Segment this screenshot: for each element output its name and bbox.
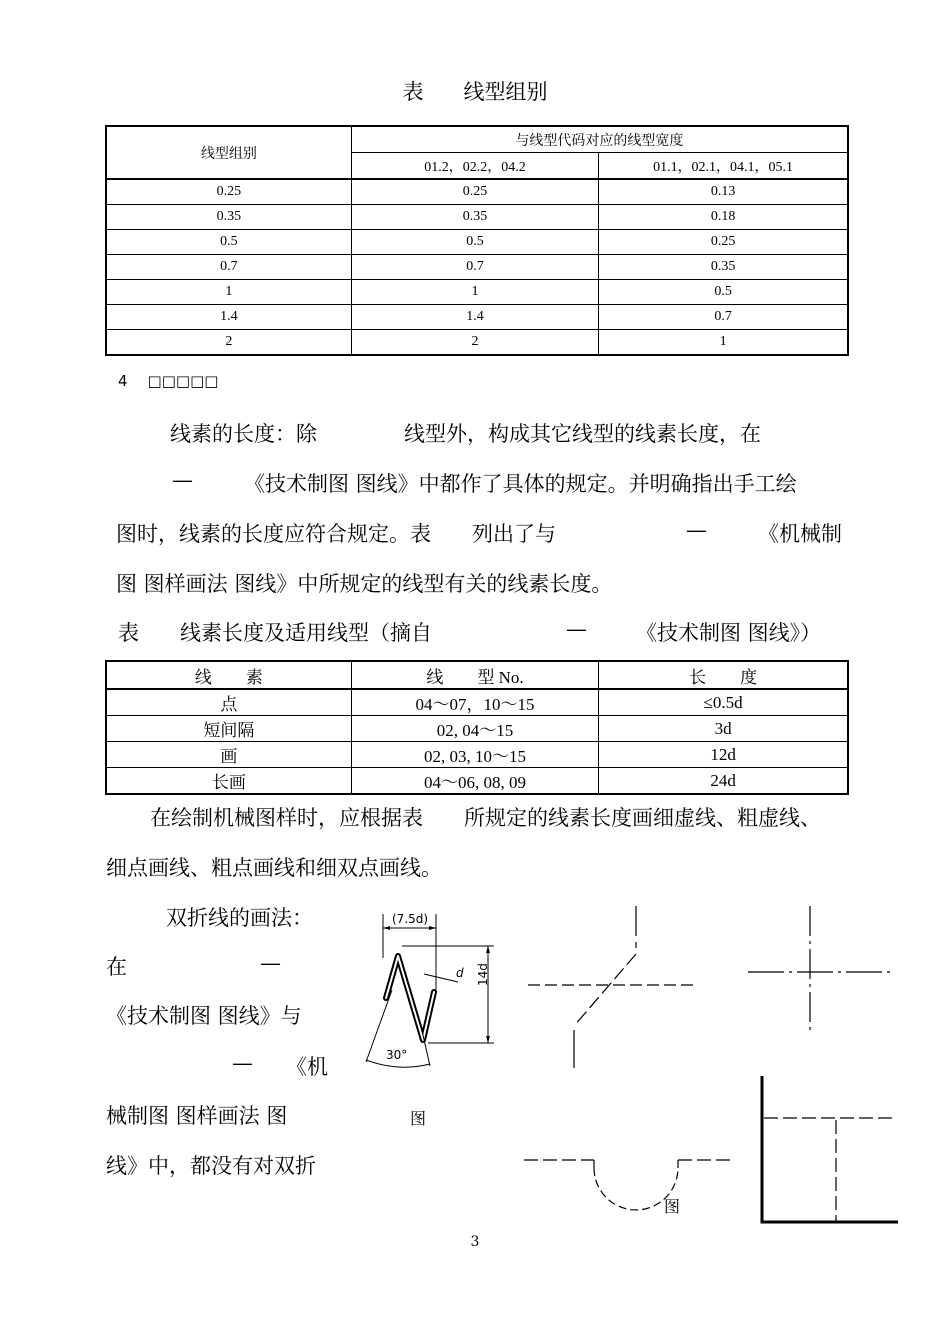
- table-cell: 1: [351, 280, 598, 305]
- paragraph1-line3d: 《机械制: [758, 522, 842, 546]
- figure1-label: 图: [410, 1109, 427, 1128]
- figure1-dim-top: (7.5d): [392, 912, 429, 926]
- table2-caption-text: 线素长度及适用线型（摘自: [180, 621, 432, 645]
- table-cell: 0.7: [106, 255, 351, 280]
- table-cell: 24d: [599, 768, 848, 795]
- table-cell: 2: [351, 330, 598, 356]
- table-cell: 0.25: [351, 179, 598, 205]
- table-cell: 04～06, 08, 09: [351, 768, 598, 795]
- paragraph2-line1a: 在绘制机械图样时，应根据表: [150, 806, 423, 830]
- paragraph3-line5: 械制图 图样画法 图: [106, 1104, 288, 1128]
- table2-caption-source: 《技术制图 图线》）: [636, 621, 822, 645]
- table-cell: 0.35: [106, 205, 351, 230]
- figure-corner-drawing: [762, 1076, 898, 1222]
- paragraph3-line6: 线》中，都没有对双折: [106, 1154, 316, 1178]
- table-cell: 0.5: [351, 230, 598, 255]
- table1-caption-text: 线型组别: [463, 80, 548, 104]
- table-cell: 0.25: [599, 230, 848, 255]
- table-cell: 0.25: [106, 179, 351, 205]
- table-cell: 0.18: [599, 205, 848, 230]
- paragraph3-line4a: —: [232, 1051, 253, 1075]
- table-header: 长 度: [599, 661, 848, 689]
- figure1-zigzag-drawing: [366, 914, 494, 1067]
- paragraph3-line4b: 《机: [286, 1055, 328, 1079]
- table-cell: 画: [106, 742, 351, 768]
- table-cell: 2: [106, 330, 351, 356]
- table-cell: 0.5: [599, 280, 848, 305]
- table-cell: 12d: [599, 742, 848, 768]
- figure1-dim-angle: 30°: [386, 1048, 408, 1062]
- table-cell: 点: [106, 689, 351, 716]
- paragraph1-line3c: —: [686, 518, 707, 542]
- figure2-arc-drawing: [524, 1160, 730, 1210]
- paragraph3-line2a: 在: [106, 955, 127, 979]
- table1-caption-prefix: 表: [402, 80, 424, 104]
- paragraph1-line4: 图 图样画法 图线》中所规定的线型有关的线素长度。: [116, 572, 613, 596]
- table-cell: 短间隔: [106, 716, 351, 742]
- table-cell: 04～07，10～15: [351, 689, 598, 716]
- paragraph1-line1a: 线素的长度：除: [170, 422, 317, 446]
- section-number: 4: [118, 372, 128, 390]
- table-cell: 1.4: [106, 305, 351, 330]
- figure-break-line-drawing: [528, 906, 698, 1068]
- table-header: 线 素: [106, 661, 351, 689]
- table-cell: ≤0.5d: [599, 689, 848, 716]
- paragraph3-line1: 双折线的画法：: [166, 906, 313, 930]
- table1-subheader: 01.2，02.2，04.2: [351, 153, 598, 180]
- table-cell: 0.35: [599, 255, 848, 280]
- table-cell: 3d: [599, 716, 848, 742]
- figure-centre-cross-drawing: [748, 906, 890, 1032]
- paragraph1-line2b: 《技术制图 图线》中都作了具体的规定。并明确指出手工绘: [244, 472, 797, 496]
- paragraph2-line1b: 所规定的线素长度画细虚线、粗虚线、: [464, 806, 821, 830]
- paragraph2-line2: 细点画线、粗点画线和细双点画线。: [106, 856, 442, 880]
- table-cell: 0.7: [351, 255, 598, 280]
- table-cell: 02, 04～15: [351, 716, 598, 742]
- table-cell: 0.35: [351, 205, 598, 230]
- table1-group-header: 与线型代码对应的线型宽度: [351, 126, 848, 153]
- paragraph1-line3b: 列出了与: [472, 522, 556, 546]
- table-cell: 长画: [106, 768, 351, 795]
- paragraph1-line3a: 图时，线素的长度应符合规定。表: [116, 522, 431, 546]
- section-title: □□□□□: [147, 372, 219, 390]
- figure2-label: 图: [664, 1197, 681, 1216]
- table1-col1-header: 线型组别: [106, 126, 351, 179]
- table-cell: 1: [106, 280, 351, 305]
- figure1-dim-right: 14d: [476, 963, 490, 986]
- table-cell: 0.7: [599, 305, 848, 330]
- table-cell: 0.13: [599, 179, 848, 205]
- paragraph1-line2a: —: [172, 468, 193, 492]
- table-cell: 1: [599, 330, 848, 356]
- table1-subheader: 01.1，02.1，04.1，05.1: [599, 153, 848, 180]
- figure1-dim-d: d: [456, 966, 464, 980]
- table-cell: 1.4: [351, 305, 598, 330]
- table-header: 线 型 No.: [351, 661, 598, 689]
- table-cell: 02, 03, 10～15: [351, 742, 598, 768]
- paragraph1-line1b: 线型外，构成其它线型的线素长度，在: [404, 422, 761, 446]
- table2-caption-prefix: 表: [118, 621, 139, 645]
- paragraph3-line3: 《技术制图 图线》与: [106, 1004, 302, 1028]
- page-number: 3: [470, 1234, 480, 1250]
- table-cell: 0.5: [106, 230, 351, 255]
- table2-caption-dash: —: [566, 617, 587, 641]
- paragraph3-line2b: —: [260, 951, 281, 975]
